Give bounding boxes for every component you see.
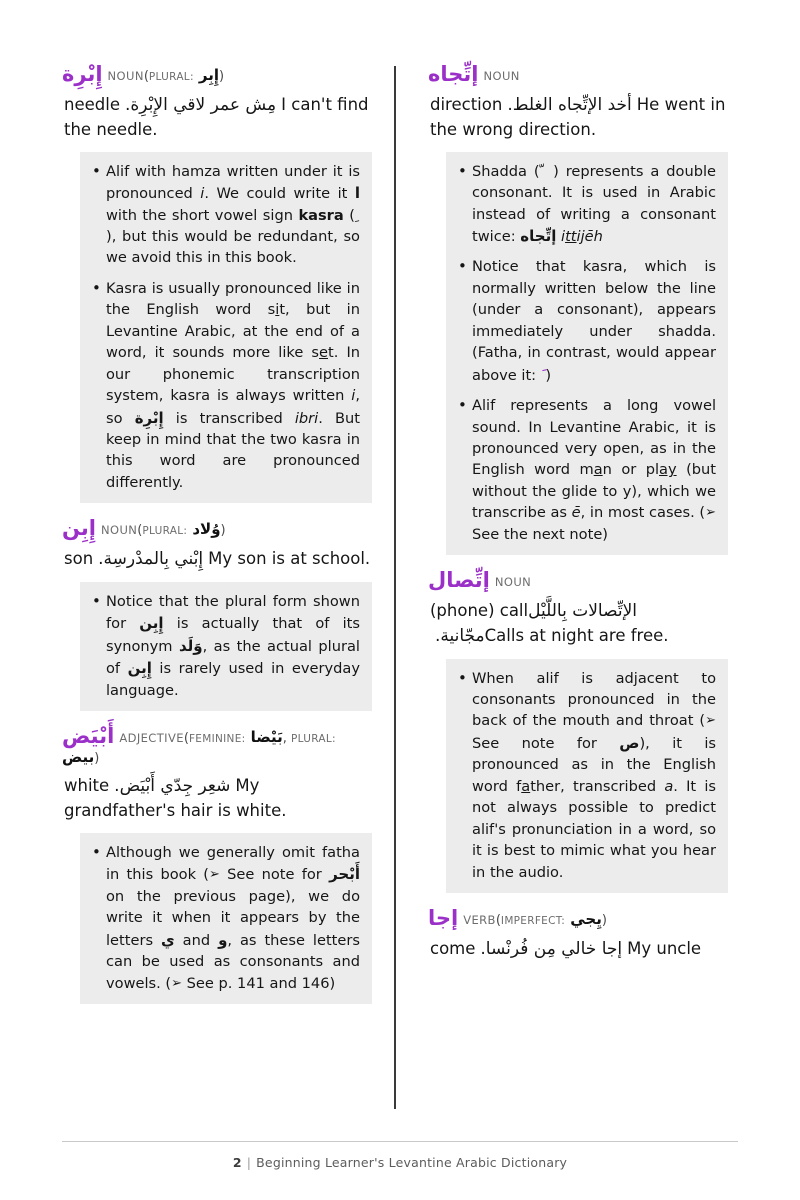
gloss: direction: [430, 95, 503, 115]
page-footer: [0, 1155, 800, 1170]
left-column: [62, 62, 384, 1017]
note-item: • Alif with hamza written under it is pronounced i. We could write it ا with the short vowel sign kasra ( ِ ), but this would be redundant, so we avoid this in this book.: [92, 161, 360, 269]
part-of-speech: NOUN: [107, 69, 144, 83]
example-translation: Calls at night are free.: [484, 625, 669, 645]
entry-headline: [428, 568, 728, 592]
entry-ibra: [62, 62, 372, 503]
form-value-feminine: بَيْضا: [250, 728, 283, 747]
form-label: PLURAL:: [142, 525, 188, 538]
form-paren-close: ): [94, 751, 100, 767]
note-item: • Notice that the plural form shown for إِبِن is actually that of its synonym وَلَد, as the actual plural of إِبِن is rarely used in everyday language.: [92, 591, 360, 701]
example-arabic: أخد الإتِّجاه الغلط.: [507, 95, 632, 116]
headword[interactable]: إِبِن: [62, 516, 96, 541]
example-arabic: إِبْني بِالمدْرسِة.: [98, 549, 204, 570]
gloss: son: [64, 549, 94, 569]
note-box: [446, 152, 728, 555]
definition-block: [62, 774, 372, 823]
entry-ittijeh: [428, 62, 728, 555]
form-value: وُلاد: [192, 520, 221, 539]
example-arabic: إجا خالي مِن فُرنْسا.: [480, 939, 623, 960]
note-list: [458, 161, 716, 545]
note-box: [446, 659, 728, 893]
gloss: needle: [64, 95, 120, 115]
note-box: [80, 833, 372, 1004]
book-title: Beginning Learner's Levantine Arabic Dictionary: [256, 1155, 568, 1170]
form-paren-close: ): [219, 69, 225, 84]
headword[interactable]: إتِّصال: [428, 568, 490, 593]
footer-divider: [62, 1141, 738, 1142]
example-translation: He went in the wrong direction.: [430, 95, 726, 139]
headword[interactable]: أَبْيَض: [62, 724, 115, 749]
footer-separator: |: [246, 1155, 252, 1170]
part-of-speech: ADJECTIVE: [119, 731, 184, 746]
example-translation: I can't find the needle.: [64, 95, 369, 139]
form-paren-close: ): [220, 523, 226, 539]
form-paren-close: ): [601, 912, 607, 928]
gloss: (phone) call: [430, 601, 529, 621]
form-comma: ,: [282, 731, 291, 747]
entry-headline: [428, 62, 728, 86]
form-label-plural: PLURAL:: [291, 733, 336, 746]
example-translation-partial: My uncle: [627, 939, 702, 959]
definition-block: [428, 93, 728, 142]
headword[interactable]: إتِّجاه: [428, 62, 479, 86]
entry-headline: [62, 516, 372, 540]
entry-abyad: [62, 724, 372, 1004]
note-list: [92, 161, 360, 494]
note-item: • Notice that kasra, which is normally written below the line (under a consonant), appears immediately under shadda. (Fatha, in contrast, would appear above it: ): [458, 256, 716, 386]
right-column: [406, 62, 728, 972]
definition-block: [62, 547, 372, 572]
form-value-plural: بيض: [62, 748, 95, 767]
note-item: • Shadda ( ّ ) represents a double consonant. It is used in Arabic instead of writing a consonant twice: إتِّجاه ittijēh: [458, 161, 716, 248]
example-translation: My son is at school.: [208, 549, 371, 569]
entry-headline: [62, 62, 372, 86]
two-column-layout: [62, 62, 738, 1097]
note-item: • Although we generally omit fatha in this book (➢ See note for أَبْحر on the previous page), we do write it when it appears by the letters ي and و, as these letters can be used as consonants and vowels. (➢ See p. 141 and 146): [92, 842, 360, 994]
part-of-speech: VERB: [463, 912, 496, 927]
form-paren-open: (: [137, 523, 143, 539]
form-paren-open: (: [495, 912, 501, 928]
form-paren-open: (: [143, 69, 149, 84]
column-divider: [394, 66, 396, 1109]
page-number: 2: [232, 1155, 242, 1170]
note-list: [92, 842, 360, 994]
form-label: IMPERFECT:: [500, 914, 566, 927]
part-of-speech: NOUN: [100, 523, 138, 538]
definition-block: [62, 93, 372, 142]
headword[interactable]: إِبْرِة: [62, 62, 103, 86]
example-translation: My grandfather's hair is white.: [64, 776, 287, 820]
entry-ibin: [62, 516, 372, 711]
example-arabic: الإتِّصالات بِاللَّيْل مجّانية.: [435, 601, 638, 646]
example-arabic: شعِر جِدّي أَبْيَض.: [114, 776, 231, 797]
part-of-speech: NOUN: [494, 575, 532, 590]
entry-ittisal: [428, 568, 728, 893]
gloss: come: [430, 939, 476, 959]
form-value: إِبِر: [198, 66, 219, 84]
note-list: [92, 591, 360, 701]
part-of-speech: NOUN: [483, 69, 520, 83]
form-value: يِجي: [570, 909, 602, 928]
form-paren-open: (: [183, 731, 189, 747]
form-label-feminine: FEMININE:: [188, 733, 246, 746]
definition-block: [428, 599, 728, 648]
gloss: white: [64, 776, 110, 796]
headword[interactable]: إجا: [428, 905, 459, 930]
entry-ija: [428, 906, 728, 962]
note-box: [80, 152, 372, 504]
entry-headline: [62, 724, 372, 767]
note-box: [80, 582, 372, 711]
entry-headline: [428, 906, 728, 930]
note-item: • Alif represents a long vowel sound. In Levantine Arabic, it is pronounced very open, as in the English word man or play (but without the glide to y), which we transcribe as ē, in most cases. (➢ See the next note): [458, 395, 716, 545]
note-list: [458, 668, 716, 883]
note-item: • When alif is adjacent to consonants pronounced in the back of the mouth and throat (➢ See note for ص), it is pronounced as in the English word father, transcribed a. It is not always possible to predict alif's pronunciation in a word, so it is best to mimic what you hear in the audio.: [458, 668, 716, 883]
definition-block: [428, 937, 728, 962]
example-arabic: مِش عمر لاقي الإِبْرِة.: [124, 95, 277, 116]
form-label: PLURAL:: [148, 71, 194, 83]
note-item: • Kasra is usually pronounced like in the English word sit, but in Levantine Arabic, at the end of a word, it sounds more like set. In our phonemic transcription system, kasra is always written i, so إِبْرِة is transcribed ibri. But keep in mind that the two kasra in this word are pronounced differently.: [92, 278, 360, 493]
